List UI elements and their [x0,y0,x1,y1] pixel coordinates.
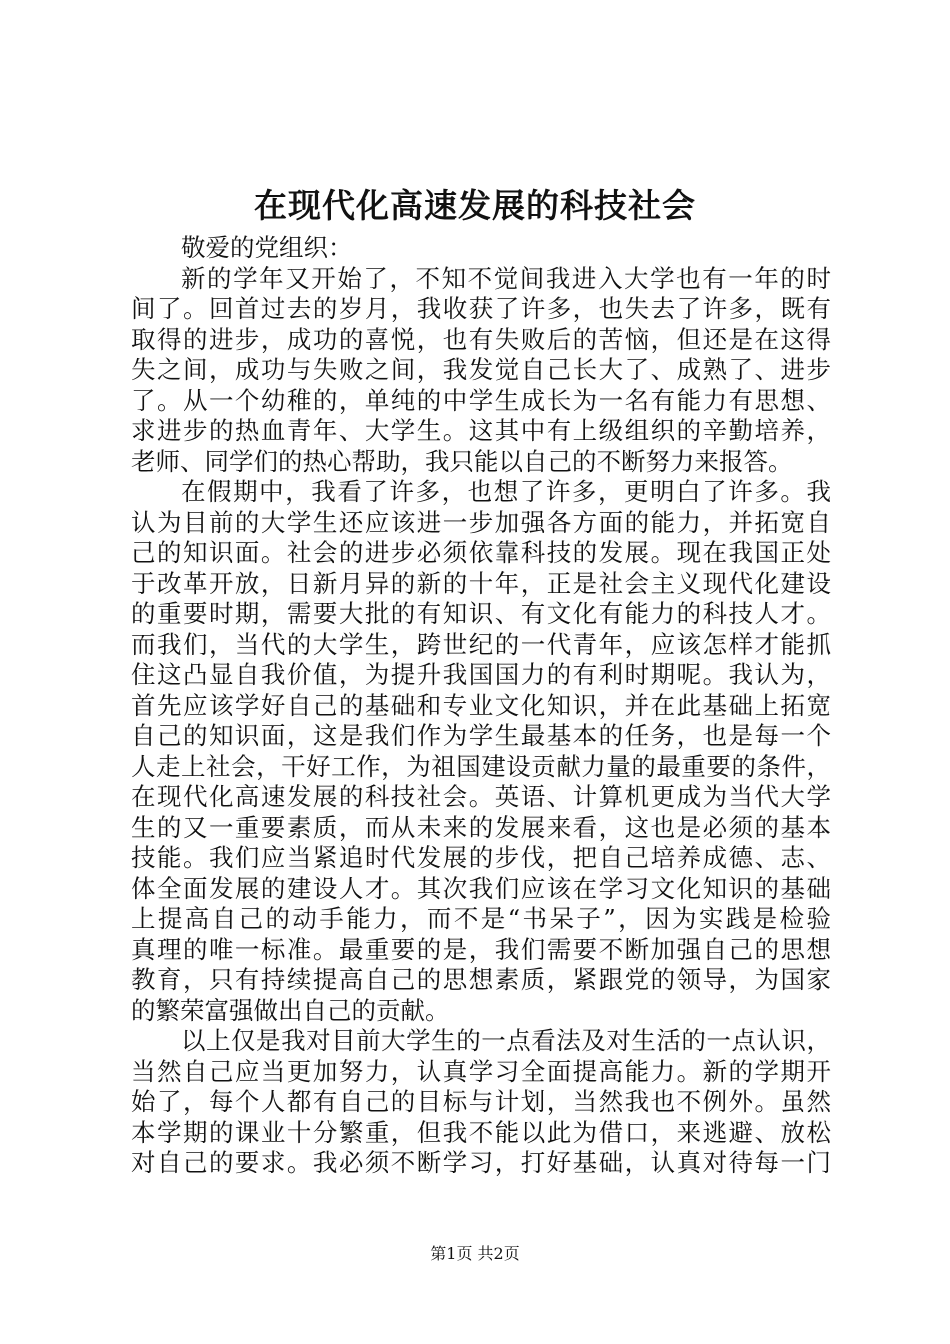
document-body [131,233,831,1179]
page-footer: 第1页 共2页 [430,1244,520,1263]
paragraph-line: 在假期中，我看了许多，也想了许多，更明白了许多。我 [181,477,831,506]
document-title: 在现代化高速发展的科技社会 [254,186,696,225]
paragraph-line: 而我们，当代的大学生，跨世纪的一代青年，应该怎样才能抓 [131,629,831,659]
paragraph-line: 本学期的课业十分繁重，但我不能以此为借口，来逃避、放松 [131,1117,831,1147]
paragraph-line: 老师、同学们的热心帮助，我只能以自己的不断努力来报答。 [131,446,793,476]
paragraph-line: 的重要时期，需要大批的有知识、有文化有能力的科技人才。 [131,599,831,628]
paragraph-line: 以上仅是我对目前大学生的一点看法及对生活的一点认识， [181,1026,831,1055]
paragraph-line: 首先应该学好自己的基础和专业文化知识，并在此基础上拓宽 [131,690,831,720]
paragraph-line: 失之间，成功与失败之间，我发觉自己长大了、成熟了、进步 [131,355,831,384]
paragraph-line: 取得的进步，成功的喜悦，也有失败后的苦恼，但还是在这得 [131,324,831,354]
paragraph-line: 教育，只有持续提高自己的思想素质，紧跟党的领导，为国家 [131,965,831,994]
paragraph-line: 的繁荣富强做出自己的贡献。 [131,995,450,1025]
paragraph-line: 自己的知识面，这是我们作为学生最基本的任务，也是每一个 [131,721,831,750]
paragraph-line: 求进步的热血青年、大学生。这其中有上级组织的辛勤培养， [131,416,831,445]
paragraph-line: 于改革开放，日新月异的新的十年，正是社会主义现代化建设 [131,568,831,598]
paragraph-line: 技能。我们应当紧追时代发展的步伐，把自己培养成德、志、 [131,843,831,872]
paragraph-line: 间了。回首过去的岁月，我收获了许多，也失去了许多，既有 [131,294,831,323]
salutation-line: 敬爱的党组织： [181,233,353,262]
paragraph-line: 始了，每个人都有自己的目标与计划，当然我也不例外。虽然 [131,1087,831,1116]
paragraph-line: 真理的唯一标准。最重要的是，我们需要不断加强自己的思想 [131,934,831,964]
paragraph-line: 新的学年又开始了，不知不觉间我进入大学也有一年的时 [181,263,831,293]
paragraph-line: 己的知识面。社会的进步必须依靠科技的发展。现在我国正处 [131,538,831,567]
paragraph-line: 上提高自己的动手能力，而不是“书呆子”，因为实践是检验 [131,904,831,933]
paragraph-line: 了。从一个幼稚的，单纯的中学生成长为一名有能力有思想、 [131,385,831,415]
paragraph-line: 当然自己应当更加努力，认真学习全面提高能力。新的学期开 [131,1056,831,1086]
paragraph-line: 认为目前的大学生还应该进一步加强各方面的能力，并拓宽自 [131,507,831,537]
paragraph-line: 体全面发展的建设人才。其次我们应该在学习文化知识的基础 [131,873,831,903]
paragraph-line: 住这凸显自我价值，为提升我国国力的有利时期呢。我认为， [131,660,831,689]
paragraph-line: 人走上社会，干好工作，为祖国建设贡献力量的最重要的条件， [131,751,831,781]
paragraph-line: 生的又一重要素质，而从未来的发展来看，这也是必须的基本 [131,812,831,842]
paragraph-line: 对自己的要求。我必须不断学习，打好基础，认真对待每一门 [131,1148,831,1177]
paragraph-line: 在现代化高速发展的科技社会。英语、计算机更成为当代大学 [131,782,831,811]
